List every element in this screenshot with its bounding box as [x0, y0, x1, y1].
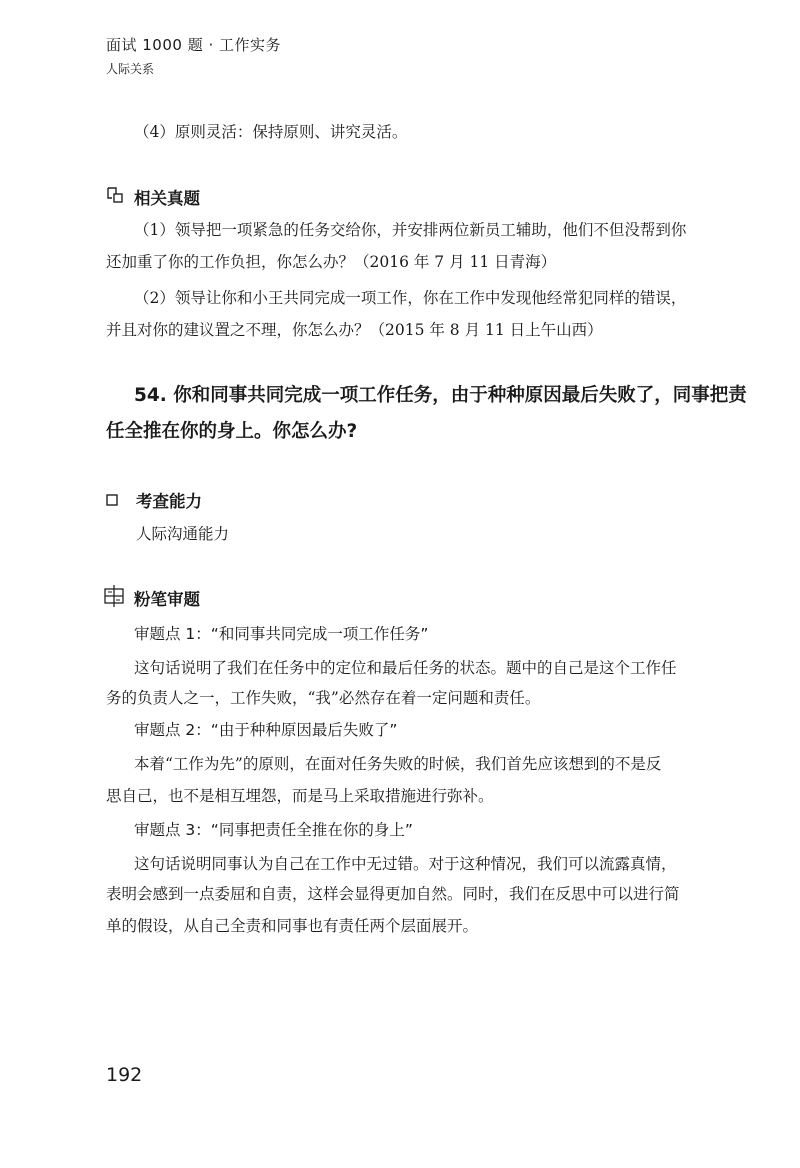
- ability-title: 考查能力: [136, 492, 202, 511]
- analysis-point2-label: 审题点 2：“由于种种原因最后失败了”: [134, 721, 398, 739]
- analysis-point1-line2: 务的负责人之一，工作失败，“我”必然存在着一定问题和责任。: [106, 689, 541, 707]
- related-q2-line1: （2）领导让你和小王共同完成一项工作，你在工作中发现他经常犯同样的错误，: [134, 289, 687, 307]
- analysis-point3-line2: 表明会感到一点委屈和自责，这样会显得更加自然。同时，我们在反思中可以进行简: [106, 885, 680, 903]
- grid-box-icon: [104, 584, 124, 612]
- related-q1-line1: （1）领导把一项紧急的任务交给你，并安排两位新员工辅助，他们不但没帮到你: [134, 221, 687, 239]
- intro-item: （4）原则灵活：保持原则、讲究灵活。: [134, 123, 408, 141]
- analysis-point1-label: 审题点 1：“和同事共同完成一项工作任务”: [134, 625, 429, 643]
- analysis-title: 粉笔审题: [134, 590, 200, 609]
- related-questions-heading: [106, 185, 200, 209]
- analysis-point2-line1: 本着“工作为先”的原则，在面对任务失败的时候，我们首先应该想到的不是反: [134, 755, 662, 773]
- related-q2-line2: 并且对你的建议置之不理，你怎么办？（2015 年 8 月 11 日上午山西）: [106, 321, 603, 339]
- analysis-point3-line3: 单的假设，从自己全责和同事也有责任两个层面展开。: [106, 917, 479, 935]
- outline-square-corner-icon: [106, 186, 124, 208]
- running-header-section: 人际关系: [106, 62, 155, 76]
- analysis-point3-label: 审题点 3：“同事把责任全推在你的身上”: [134, 821, 413, 839]
- ability-heading: [106, 488, 202, 512]
- ability-value: 人际沟通能力: [136, 525, 230, 543]
- page-number: 192: [106, 1064, 143, 1086]
- running-header-title: 面试 1000 题 · 工作实务: [106, 36, 282, 54]
- analysis-point1-line1: 这句话说明了我们在任务中的定位和最后任务的状态。题中的自己是这个工作任: [134, 659, 677, 677]
- question-title-line1: 54. 你和同事共同完成一项工作任务，由于种种原因最后失败了，同事把责: [134, 385, 747, 406]
- analysis-point2-line2: 思自己，也不是相互埋怨，而是马上采取措施进行弥补。: [106, 787, 494, 805]
- related-q1-line2: 还加重了你的工作负担，你怎么办？（2016 年 7 月 11 日青海）: [106, 253, 557, 271]
- analysis-point3-line1: 这句话说明同事认为自己在工作中无过错。对于这种情况，我们可以流露真情，: [134, 855, 677, 873]
- related-questions-title: 相关真题: [134, 189, 200, 208]
- analysis-heading: [104, 584, 200, 612]
- question-title-line2: 任全推在你的身上。你怎么办?: [106, 421, 358, 442]
- small-square-icon: [106, 491, 118, 510]
